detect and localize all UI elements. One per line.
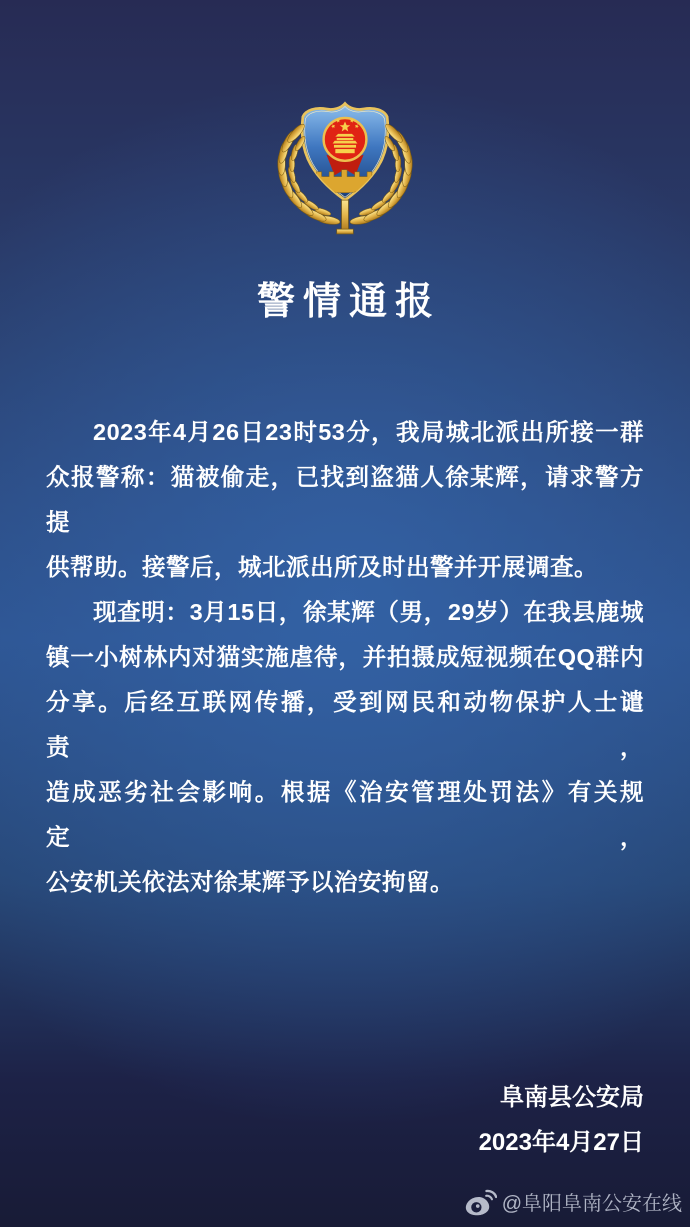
signature-agency: 阜南县公安局 (500, 1084, 644, 1111)
body-paragraph (46, 590, 644, 905)
police-badge-icon (269, 98, 421, 236)
signature-block (0, 1075, 644, 1165)
watermark-text: @阜阳阜南公安在线 (501, 1193, 682, 1215)
body-line: 众报警称：猫被偷走，已找到盗猫人徐某辉，请求警方提 (46, 464, 644, 535)
body-line: 造成恶劣社会影响。根据《治安管理处罚法》有关规定， (46, 779, 644, 850)
police-badge (0, 0, 690, 236)
notice-body (46, 410, 644, 905)
body-line: 现查明：3月15日，徐某辉（男，29岁）在我县鹿城 (93, 599, 644, 625)
body-paragraph (46, 410, 644, 590)
signature-date: 2023年4月27日 (478, 1129, 644, 1156)
weibo-icon (464, 1188, 497, 1216)
body-line: 分享。后经互联网传播，受到网民和动物保护人士谴责， (46, 689, 644, 760)
notice-title: 警情通报 (256, 281, 441, 323)
body-line: 公安机关依法对徐某辉予以治安拘留。 (46, 869, 454, 895)
body-line: 2023年4月26日23时53分，我局城北派出所接一群 (93, 419, 644, 445)
body-line: 镇一小树林内对猫实施虐待，并拍摄成短视频在QQ群内 (46, 644, 644, 670)
body-line: 供帮助。接警后，城北派出所及时出警并开展调查。 (46, 554, 598, 580)
weibo-watermark (464, 1187, 682, 1216)
